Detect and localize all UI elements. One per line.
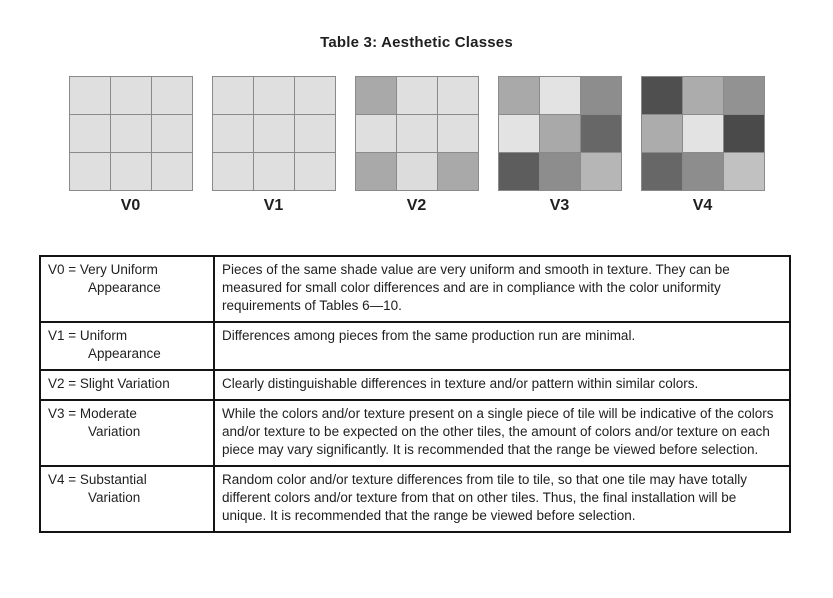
- tile-cell: [356, 115, 396, 152]
- class-code-continued: Variation: [88, 490, 141, 505]
- tile-cell: [295, 77, 335, 114]
- tile-cell: [683, 115, 723, 152]
- class-description: Pieces of the same shade value are very uniform and smooth in texture. They can be measured for small color differences and are in compliance with the color uniformity requirements of Tables 6—10.: [214, 256, 790, 322]
- tile-grid-block: [641, 76, 765, 215]
- tile-cell: [213, 77, 253, 114]
- tile-cell: [152, 115, 192, 152]
- tile-cell: [397, 115, 437, 152]
- tile-grid-label: V0: [120, 197, 141, 214]
- table-row: [40, 466, 790, 532]
- tile-cell: [295, 115, 335, 152]
- table-row: [40, 370, 790, 400]
- tile-grid: [498, 76, 622, 191]
- tile-cell: [499, 77, 539, 114]
- tile-cell: [356, 153, 396, 190]
- tile-cell: [254, 115, 294, 152]
- tile-grid-block: [498, 76, 622, 215]
- class-code-cell: [40, 466, 214, 532]
- tile-grid-block: [69, 76, 193, 215]
- tile-cell: [70, 153, 110, 190]
- class-code: V4 = Substantial: [48, 472, 147, 487]
- tile-grid-block: [212, 76, 336, 215]
- tile-cell: [581, 115, 621, 152]
- tile-cell: [724, 153, 764, 190]
- tile-cell: [111, 153, 151, 190]
- table-row: [40, 256, 790, 322]
- class-code: V0 = Very Uniform: [48, 262, 158, 277]
- tile-grid-label: V1: [263, 197, 284, 214]
- tile-cell: [683, 77, 723, 114]
- tile-grid-row: [0, 76, 833, 215]
- class-description: While the colors and/or texture present on a single piece of tile will be indicative of the colors and/or texture to be expected on the other tiles, the amount of colors and/or texture on each piece may vary significantly. It is recommended that the range be viewed before selection.: [214, 400, 790, 466]
- tile-cell: [111, 115, 151, 152]
- class-code-continued: Variation: [88, 424, 141, 439]
- tile-cell: [540, 153, 580, 190]
- table-row: [40, 322, 790, 370]
- tile-cell: [724, 77, 764, 114]
- tile-cell: [152, 153, 192, 190]
- tile-cell: [642, 153, 682, 190]
- tile-cell: [397, 153, 437, 190]
- tile-cell: [499, 115, 539, 152]
- tile-grid-block: [355, 76, 479, 215]
- class-code-continued: Appearance: [88, 280, 161, 295]
- tile-cell: [356, 77, 396, 114]
- aesthetic-classes-table: [39, 255, 791, 533]
- tile-cell: [540, 77, 580, 114]
- class-code-continued: Appearance: [88, 346, 161, 361]
- tile-cell: [724, 115, 764, 152]
- tile-cell: [70, 77, 110, 114]
- page-title: Table 3: Aesthetic Classes: [320, 34, 513, 51]
- tile-cell: [152, 77, 192, 114]
- tile-cell: [642, 77, 682, 114]
- class-code-cell: [40, 370, 214, 400]
- class-description: Random color and/or texture differences from tile to tile, so that one tile may have totally different colors and/or texture from that on other tiles. Thus, the final installation will be unique. It is recommended that the range be viewed before selection.: [214, 466, 790, 532]
- tile-cell: [397, 77, 437, 114]
- tile-grid: [212, 76, 336, 191]
- tile-grid-label: V3: [549, 197, 570, 214]
- tile-grid: [355, 76, 479, 191]
- tile-cell: [213, 153, 253, 190]
- class-description: Clearly distinguishable differences in texture and/or pattern within similar colors.: [214, 370, 790, 400]
- class-code: V1 = Uniform: [48, 328, 128, 343]
- tile-grid: [69, 76, 193, 191]
- tile-cell: [683, 153, 723, 190]
- tile-cell: [295, 153, 335, 190]
- tile-cell: [438, 153, 478, 190]
- class-code: V2 = Slight Variation: [48, 376, 170, 391]
- table-row: [40, 400, 790, 466]
- class-description: Differences among pieces from the same production run are minimal.: [214, 322, 790, 370]
- tile-cell: [438, 77, 478, 114]
- tile-cell: [642, 115, 682, 152]
- class-code-cell: [40, 322, 214, 370]
- class-code-cell: [40, 256, 214, 322]
- tile-cell: [499, 153, 539, 190]
- tile-cell: [70, 115, 110, 152]
- tile-grid: [641, 76, 765, 191]
- class-code-cell: [40, 400, 214, 466]
- tile-cell: [438, 115, 478, 152]
- tile-cell: [581, 77, 621, 114]
- tile-cell: [254, 77, 294, 114]
- tile-grid-label: V4: [692, 197, 713, 214]
- tile-cell: [581, 153, 621, 190]
- tile-cell: [213, 115, 253, 152]
- tile-grid-label: V2: [406, 197, 427, 214]
- class-code: V3 = Moderate: [48, 406, 137, 421]
- tile-cell: [111, 77, 151, 114]
- tile-cell: [540, 115, 580, 152]
- tile-cell: [254, 153, 294, 190]
